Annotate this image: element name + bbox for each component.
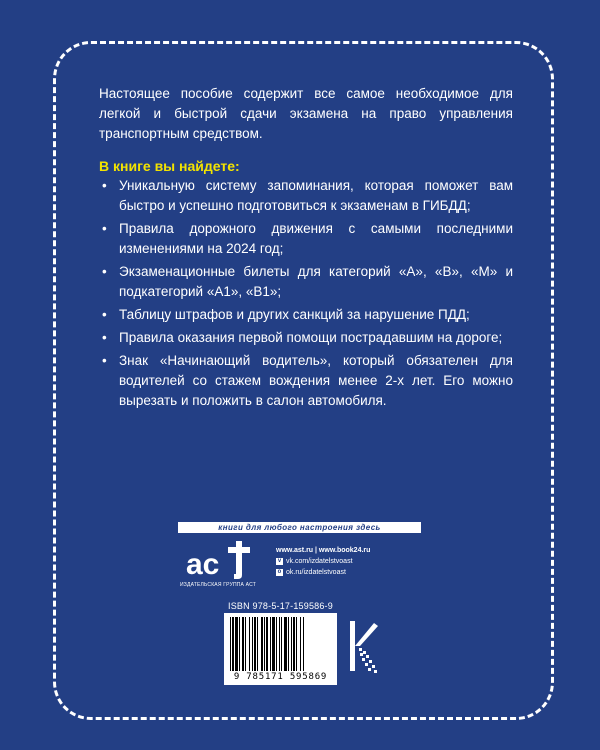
publisher-links	[276, 546, 370, 579]
barcode-bar	[242, 617, 244, 671]
barcode-bar	[257, 617, 258, 671]
intro-text: Настоящее пособие содержит все самое необходимое для легкой и быстрой сдачи экзамена на право управления транспортным средством.	[99, 86, 513, 141]
barcode-bars	[229, 617, 332, 672]
ok-icon: o	[277, 569, 282, 575]
barcode-bar	[272, 617, 275, 671]
barcode-bar	[270, 617, 271, 671]
vk-icon: v	[277, 558, 282, 564]
barcode-bar	[232, 617, 234, 671]
barcode-bar	[303, 617, 304, 671]
barcode-bar	[249, 617, 250, 671]
barcode-bar	[293, 617, 295, 671]
list-item: • Правила оказания первой помощи пострадавшим на дороге;	[99, 328, 513, 348]
barcode-bar	[300, 617, 301, 671]
tagline-strip: книги для любого настроения здесь	[178, 522, 421, 533]
barcode-bar	[245, 617, 246, 671]
contents-heading: В книге вы найдете:	[99, 158, 240, 174]
vk-row	[276, 557, 370, 566]
barcode-bar	[276, 617, 277, 671]
svg-text:ac: ac	[186, 548, 220, 581]
barcode-bar	[261, 617, 263, 671]
barcode-bar	[284, 617, 287, 671]
list-item: • Уникальную систему запоминания, которая поможет вам быстро и успешно подготовиться к экзаменам в ГИБДД;	[99, 176, 513, 216]
ok-link[interactable]: ok.ru/izdatelstvoast	[286, 569, 346, 576]
barcode-bar	[235, 617, 238, 671]
website-links[interactable]: www.ast.ru | www.book24.ru	[276, 547, 371, 554]
barcode-bar	[288, 617, 289, 671]
barcode-number: 9 785171 595869	[233, 672, 328, 682]
barcode-bar	[291, 617, 292, 671]
isbn-label: ISBN 978-5-17-159586-9	[228, 601, 333, 611]
barcode-bar	[230, 617, 231, 671]
ast-logo-mark	[184, 541, 252, 581]
websites-row	[276, 546, 370, 555]
barcode-bar	[264, 617, 265, 671]
vk-link[interactable]: vk.com/izdatelstvoast	[286, 558, 353, 565]
list-item: • Правила дорожного движения с самыми последними изменениями на 2024 год;	[99, 219, 513, 259]
list-item: • Экзаменационные билеты для категорий «А», «В», «М» и подкатегорий «А1», «В1»;	[99, 262, 513, 302]
list-item: • Таблицу штрафов и других санкций за нарушение ПДД;	[99, 305, 513, 325]
ast-logo	[178, 541, 258, 591]
barcode-bar	[281, 617, 282, 671]
barcode-bar	[266, 617, 268, 671]
barcode-bar	[239, 617, 240, 671]
ok-row	[276, 568, 370, 577]
barcode-bar	[252, 617, 253, 671]
barcode-bar	[254, 617, 256, 671]
barcode-bar	[279, 617, 280, 671]
barcode	[224, 613, 337, 685]
publisher-name: ИЗДАТЕЛЬСКАЯ ГРУППА АСТ	[180, 582, 256, 588]
list-item: • Знак «Начинающий водитель», который обязателен для водителей со стажем вождения менее 2-х лет. Его можно вырезать и положить в салон автомобиля.	[99, 351, 513, 411]
k-logo	[344, 617, 380, 677]
barcode-bar	[296, 617, 297, 671]
contents-list	[99, 176, 513, 414]
